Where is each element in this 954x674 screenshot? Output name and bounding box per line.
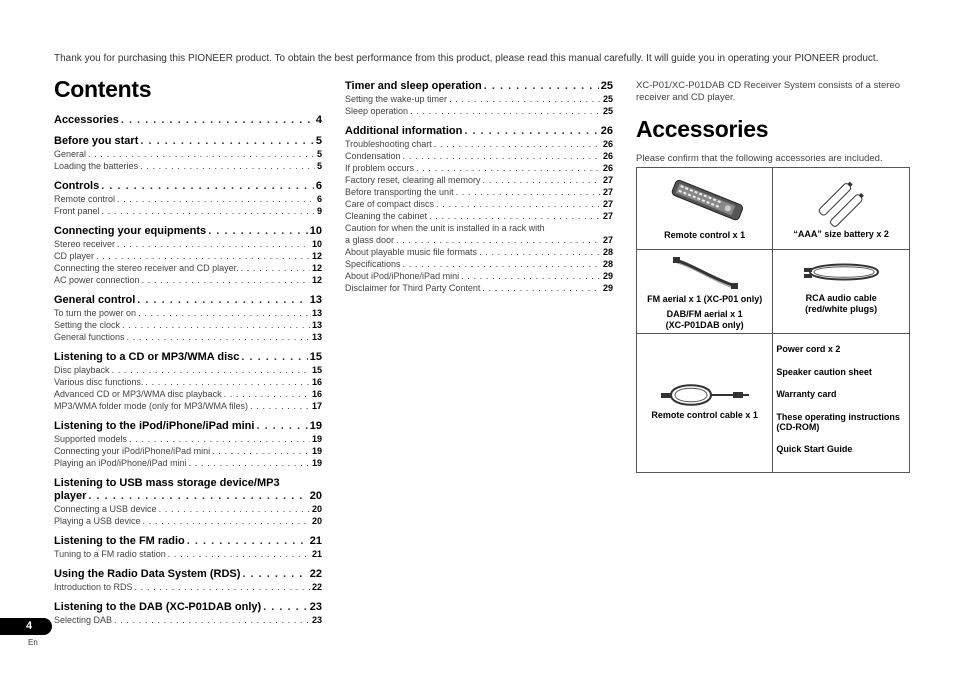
toc-entry-title: Front panel — [54, 206, 100, 216]
leader-dots — [456, 186, 601, 198]
toc-entry-page: 26 — [602, 139, 613, 149]
accessories-table — [636, 167, 910, 473]
contents-title: Contents — [54, 76, 152, 102]
toc-entry-title: Sleep operation — [345, 106, 409, 116]
rca-cable-icon — [804, 258, 884, 288]
toc-heading[interactable] — [54, 535, 322, 548]
toc-section — [54, 294, 322, 343]
toc-entry-title: Disc playback — [54, 365, 110, 375]
leader-dots — [140, 160, 315, 172]
leader-dots — [242, 568, 307, 581]
accessories-title: Accessories — [636, 116, 769, 142]
speaker-caution-item: Speaker caution sheet — [776, 366, 872, 377]
toc-heading[interactable] — [54, 114, 322, 127]
toc-section — [54, 420, 322, 469]
warranty-card-item: Warranty card — [776, 389, 837, 399]
toc-entry[interactable] — [54, 238, 322, 250]
toc-entry-title: Disclaimer for Third Party Content — [345, 283, 481, 293]
toc-entry[interactable] — [54, 388, 322, 400]
toc-heading-title: Connecting your equipments — [54, 225, 207, 237]
toc-entry-title: Playing an iPod/iPhone/iPad mini — [54, 458, 187, 468]
toc-heading-title: General control — [54, 294, 136, 306]
toc-entry-page: 19 — [311, 446, 322, 456]
toc-entry-title: Connecting your iPod/iPhone/iPad mini — [54, 446, 211, 456]
toc-entry-title: Specifications — [345, 259, 401, 269]
toc-entry-page: 12 — [311, 263, 322, 273]
accessory-cell-rca — [773, 250, 910, 334]
leader-dots — [256, 420, 307, 433]
leader-dots — [250, 400, 310, 412]
aerial-icon — [671, 254, 741, 292]
toc-heading-line[interactable]: Listening to USB mass storage device/MP3 — [54, 477, 280, 489]
toc-entry[interactable] — [345, 210, 613, 222]
toc-entry[interactable] — [54, 274, 322, 286]
toc-section — [54, 568, 322, 593]
leader-dots — [88, 148, 315, 160]
leader-dots — [436, 198, 601, 210]
toc-entry-page: 23 — [311, 615, 322, 625]
toc-heading-title: Controls — [54, 180, 100, 192]
toc-section — [54, 180, 322, 217]
dab-aerial-caption-line2: (XC-P01DAB only) — [665, 320, 744, 330]
leader-dots — [396, 234, 601, 246]
toc-heading[interactable] — [54, 601, 322, 614]
leader-dots — [159, 503, 310, 515]
documents-list — [773, 334, 909, 472]
intro-text: Thank you for purchasing this PIONEER product. To obtain the best performance from this product, please read this manual carefully. It will guide you in operating your PIONEER product. — [54, 53, 879, 64]
toc-entry[interactable] — [54, 457, 322, 469]
leader-dots — [224, 388, 310, 400]
toc-heading[interactable] — [345, 125, 613, 138]
toc-entry[interactable] — [54, 262, 322, 274]
toc-heading-title: Before you start — [54, 135, 139, 147]
leader-dots — [137, 294, 307, 307]
toc-heading-title: Timer and sleep operation — [345, 80, 482, 92]
toc-entry-title: If problem occurs — [345, 163, 415, 173]
toc-entry-line[interactable]: Caution for when the unit is installed in a rack with — [345, 223, 545, 233]
toc-entry[interactable] — [54, 433, 322, 445]
toc-entry[interactable] — [54, 160, 322, 172]
toc-entry-title: Introduction to RDS — [54, 582, 133, 592]
toc-section — [54, 135, 322, 172]
toc-entry-page: 27 — [602, 199, 613, 209]
toc-entry-title: Various disc functions. — [54, 377, 144, 387]
toc-heading-title: Listening to the iPod/iPhone/iPad mini — [54, 420, 255, 432]
toc-heading-title: Listening to a CD or MP3/WMA disc — [54, 351, 240, 363]
toc-heading-page: 22 — [309, 568, 322, 580]
operating-instructions-item: These operating instructions (CD-ROM) — [776, 411, 900, 432]
toc-entry-page: 26 — [602, 151, 613, 161]
toc-entry-page: 22 — [311, 582, 322, 592]
leader-dots — [263, 601, 308, 614]
toc-entry[interactable] — [54, 331, 322, 343]
battery-icon — [817, 182, 867, 228]
toc-entry-title: Cleaning the cabinet — [345, 211, 428, 221]
toc-section — [54, 601, 322, 626]
toc-heading-title: Accessories — [54, 114, 119, 126]
toc-entry-title: Remote control — [54, 194, 116, 204]
leader-dots — [187, 535, 308, 548]
toc-entry-title: About iPod/iPhone/iPad mini — [345, 271, 460, 281]
leader-dots — [88, 490, 307, 503]
toc-heading[interactable] — [54, 180, 322, 193]
toc-entry[interactable] — [345, 174, 613, 186]
toc-entry-page: 16 — [311, 389, 322, 399]
toc-entry[interactable] — [54, 148, 322, 160]
leader-dots — [117, 238, 310, 250]
leader-dots — [135, 581, 310, 593]
toc-section — [345, 125, 613, 294]
toc-entry[interactable] — [54, 376, 322, 388]
toc-entry-page: 21 — [311, 549, 322, 559]
leader-dots — [127, 331, 310, 343]
toc-entry-page: 9 — [316, 206, 322, 216]
toc-entry[interactable] — [345, 234, 613, 246]
leader-dots — [189, 457, 310, 469]
toc-entry-page: 26 — [602, 163, 613, 173]
toc-entry-title: Troubleshooting chart — [345, 139, 432, 149]
toc-entry-page: 29 — [602, 271, 613, 281]
toc-entry[interactable] — [54, 400, 322, 412]
toc-entry-page: 13 — [311, 320, 322, 330]
remote-control-icon — [667, 176, 747, 226]
toc-entry-title: Playing a USB device — [54, 516, 141, 526]
toc-entry[interactable] — [54, 193, 322, 205]
leader-dots — [434, 138, 601, 150]
leader-dots — [142, 274, 310, 286]
leader-dots — [122, 319, 310, 331]
accessory-cell-documents — [773, 334, 910, 473]
toc-heading[interactable] — [54, 420, 322, 433]
toc-entry-page: 29 — [602, 283, 613, 293]
leader-dots — [484, 80, 599, 93]
leader-dots — [168, 548, 310, 560]
toc-entry-title: Care of compact discs — [345, 199, 435, 209]
quick-start-guide-item: Quick Start Guide — [776, 444, 853, 454]
toc-entry-page: 20 — [311, 504, 322, 514]
battery-caption: “AAA” size battery x 2 — [793, 229, 889, 239]
toc-entry-title: Advanced CD or MP3/WMA disc playback — [54, 389, 222, 399]
toc-entry[interactable] — [54, 445, 322, 457]
toc-entry-title: Loading the batteries — [54, 161, 139, 171]
leader-dots — [479, 246, 601, 258]
toc-entry[interactable] — [345, 246, 613, 258]
toc-heading[interactable] — [54, 294, 322, 307]
toc-heading[interactable] — [345, 80, 613, 93]
leader-dots — [121, 114, 314, 127]
toc-entry-page: 28 — [602, 259, 613, 269]
toc-heading-page: 20 — [309, 490, 322, 502]
toc-entry[interactable] — [54, 205, 322, 217]
toc-entry-page: 28 — [602, 247, 613, 257]
dab-aerial-caption-line1: DAB/FM aerial x 1 — [666, 309, 743, 319]
toc-heading-page: 4 — [315, 114, 322, 126]
toc-entry[interactable] — [54, 515, 322, 527]
leader-dots — [102, 205, 315, 217]
toc-entry-page: 20 — [311, 516, 322, 526]
toc-heading-title: player — [54, 490, 87, 502]
toc-entry-page: 15 — [311, 365, 322, 375]
toc-entry[interactable] — [345, 282, 613, 294]
toc-left-column — [54, 114, 322, 634]
toc-entry-title: General — [54, 149, 87, 159]
toc-entry-title: Connecting a USB device — [54, 504, 157, 514]
toc-entry-title: CD player — [54, 251, 95, 261]
accessory-cell-remote-cable — [637, 334, 773, 473]
toc-entry-page: 12 — [311, 251, 322, 261]
toc-heading-page: 19 — [309, 420, 322, 432]
toc-entry-title: Connecting the stereo receiver and CD player. — [54, 263, 239, 273]
toc-entry-page: 10 — [311, 239, 322, 249]
confirm-note: Please confirm that the following accessories are included. — [636, 153, 883, 164]
accessory-cell-aerial — [637, 250, 773, 334]
toc-entry-title: About playable music file formats — [345, 247, 478, 257]
toc-entry-title: AC power connection — [54, 275, 140, 285]
language-label: En — [28, 638, 38, 647]
toc-entry-page: 19 — [311, 458, 322, 468]
toc-heading-title: Additional information — [345, 125, 463, 137]
toc-entry[interactable] — [54, 250, 322, 262]
toc-entry-title: Setting the clock — [54, 320, 121, 330]
leader-dots — [464, 125, 598, 138]
toc-entry[interactable] — [345, 270, 613, 282]
toc-entry-page: 25 — [602, 106, 613, 116]
toc-heading-page: 25 — [600, 80, 613, 92]
toc-entry[interactable] — [54, 319, 322, 331]
leader-dots — [140, 135, 314, 148]
toc-entry[interactable] — [345, 138, 613, 150]
leader-dots — [143, 515, 310, 527]
toc-entry-title: a glass door — [345, 235, 395, 245]
toc-entry-page: 6 — [316, 194, 322, 204]
toc-heading-page: 21 — [309, 535, 322, 547]
toc-heading-page: 15 — [309, 351, 322, 363]
remote-cable-icon — [661, 378, 751, 412]
toc-heading-page: 23 — [309, 601, 322, 613]
leader-dots — [212, 445, 310, 457]
leader-dots — [96, 250, 310, 262]
toc-heading[interactable] — [54, 135, 322, 148]
toc-entry-title: Stereo receiver — [54, 239, 116, 249]
toc-heading-title: Using the Radio Data System (RDS) — [54, 568, 241, 580]
toc-entry-page: 17 — [311, 401, 322, 411]
toc-entry[interactable] — [54, 581, 322, 593]
toc-entry-page: 27 — [602, 175, 613, 185]
toc-entry-title: To turn the power on — [54, 308, 137, 318]
toc-entry-page: 25 — [602, 94, 613, 104]
toc-section — [54, 477, 322, 527]
toc-entry[interactable] — [345, 150, 613, 162]
toc-section — [54, 114, 322, 127]
remote-caption: Remote control x 1 — [664, 230, 746, 240]
leader-dots — [129, 433, 310, 445]
toc-entry-title: Setting the wake-up timer — [345, 94, 448, 104]
fm-aerial-caption: FM aerial x 1 (XC-P01 only) — [647, 294, 763, 304]
toc-heading-page: 10 — [309, 225, 322, 237]
leader-dots — [403, 258, 601, 270]
toc-entry-page: 16 — [311, 377, 322, 387]
toc-section — [54, 535, 322, 560]
toc-entry-page: 5 — [316, 149, 322, 159]
toc-entry-page: 19 — [311, 434, 322, 444]
toc-entry-page: 13 — [311, 332, 322, 342]
toc-entry-title: Factory reset, clearing all memory — [345, 175, 481, 185]
toc-section — [54, 351, 322, 412]
leader-dots — [114, 614, 310, 626]
toc-entry[interactable] — [345, 162, 613, 174]
toc-heading[interactable] — [54, 351, 322, 364]
toc-entry-title: Selecting DAB — [54, 615, 113, 625]
leader-dots — [145, 376, 310, 388]
toc-heading[interactable] — [54, 568, 322, 581]
leader-dots — [429, 210, 601, 222]
toc-entry[interactable] — [345, 258, 613, 270]
toc-entry[interactable] — [54, 307, 322, 319]
toc-entry-page: 27 — [602, 235, 613, 245]
toc-entry-page: 27 — [602, 187, 613, 197]
system-note: XC-P01/XC-P01DAB CD Receiver System consists of a stereo receiver and CD player. — [636, 80, 900, 103]
toc-heading-title: Listening to the FM radio — [54, 535, 185, 547]
leader-dots — [403, 150, 601, 162]
leader-dots — [241, 262, 310, 274]
toc-entry-title: MP3/WMA folder mode (only for MP3/WMA files) — [54, 401, 249, 411]
toc-entry-title: Before transporting the unit — [345, 187, 454, 197]
leader-dots — [241, 351, 307, 364]
accessory-cell-battery — [773, 168, 910, 250]
accessory-cell-remote — [637, 168, 773, 250]
toc-section — [345, 80, 613, 117]
rca-caption-line2: (red/white plugs) — [805, 304, 878, 314]
power-cord-item: Power cord x 2 — [776, 344, 841, 354]
leader-dots — [112, 364, 310, 376]
toc-entry-title: Tuning to a FM radio station — [54, 549, 166, 559]
toc-entry[interactable] — [345, 186, 613, 198]
leader-dots — [101, 180, 314, 193]
toc-section — [54, 225, 322, 286]
toc-heading-page: 26 — [600, 125, 613, 137]
leader-dots — [208, 225, 308, 238]
toc-heading-title: Listening to the DAB (XC-P01DAB only) — [54, 601, 262, 613]
leader-dots — [117, 193, 315, 205]
toc-heading-page: 13 — [309, 294, 322, 306]
toc-entry[interactable] — [54, 364, 322, 376]
rca-caption-line1: RCA audio cable — [805, 293, 877, 303]
page-number: 4 — [26, 620, 33, 632]
toc-entry[interactable] — [345, 198, 613, 210]
toc-heading[interactable] — [54, 490, 322, 503]
toc-entry-page: 12 — [311, 275, 322, 285]
toc-entry-page: 5 — [316, 161, 322, 171]
leader-dots — [138, 307, 310, 319]
toc-entry-title: General functions — [54, 332, 125, 342]
toc-entry-title: Condensation — [345, 151, 401, 161]
leader-dots — [461, 270, 601, 282]
leader-dots — [410, 105, 601, 117]
toc-entry-page: 13 — [311, 308, 322, 318]
toc-entry[interactable] — [54, 614, 322, 626]
remote-cable-caption: Remote control cable x 1 — [651, 410, 758, 420]
leader-dots — [482, 282, 601, 294]
toc-entry[interactable] — [345, 105, 613, 117]
leader-dots — [416, 162, 601, 174]
leader-dots — [449, 93, 601, 105]
toc-entry-title: Supported models — [54, 434, 128, 444]
toc-middle-column — [345, 80, 613, 302]
toc-heading-page: 6 — [315, 180, 322, 192]
toc-entry[interactable] — [54, 503, 322, 515]
toc-entry-page: 27 — [602, 211, 613, 221]
toc-heading-page: 5 — [315, 135, 322, 147]
toc-heading[interactable] — [54, 225, 322, 238]
leader-dots — [483, 174, 601, 186]
toc-entry[interactable] — [345, 93, 613, 105]
toc-entry[interactable] — [54, 548, 322, 560]
